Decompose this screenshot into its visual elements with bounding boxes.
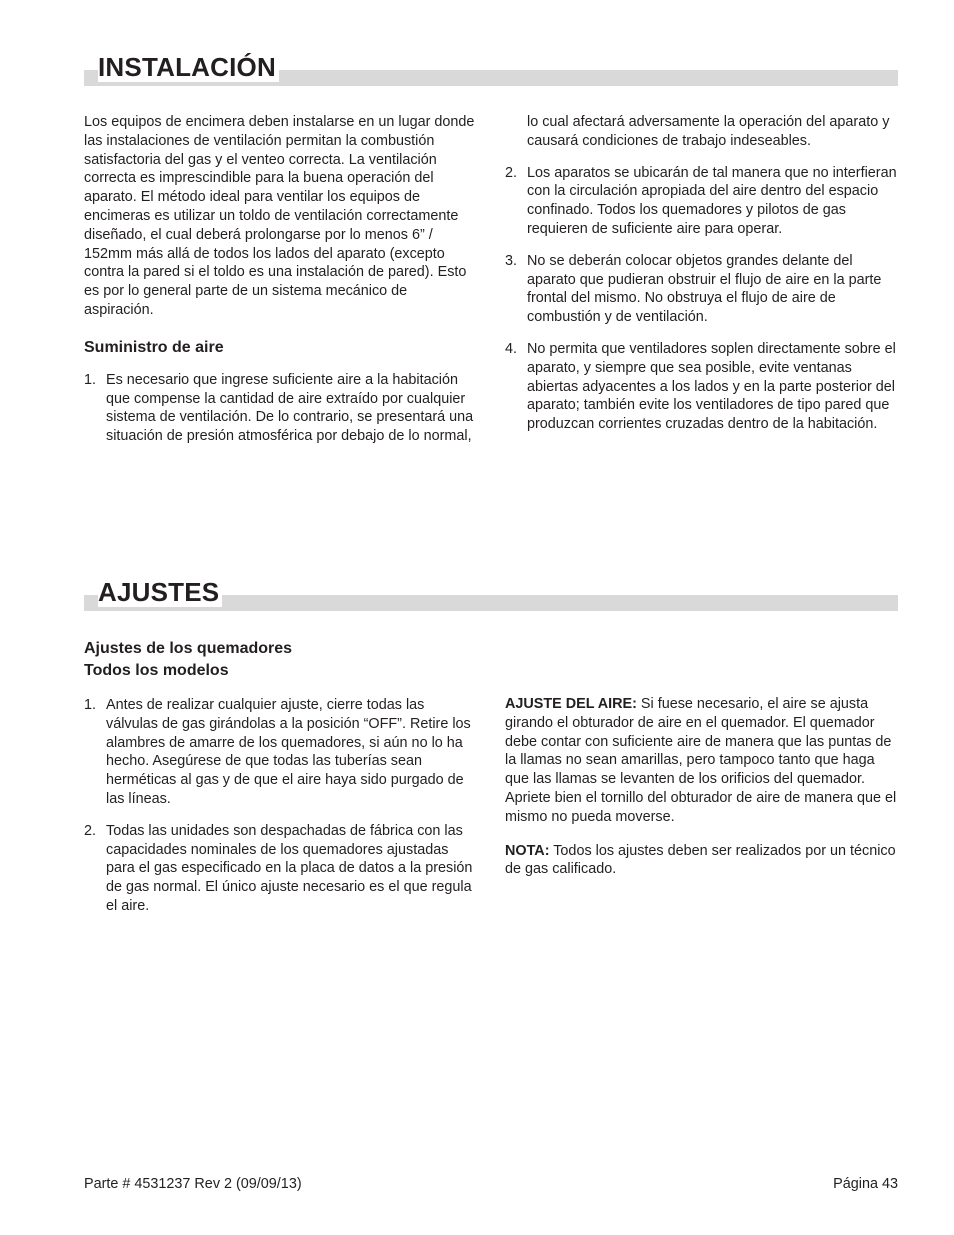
list-item [505, 164, 899, 239]
list-number: 3. [505, 252, 518, 269]
list-number: 2. [505, 164, 518, 181]
section-title-ajustes: AJUSTES [98, 577, 222, 607]
air-adjust-text: Si fuese necesario, el aire se ajusta girando el obturador de aire en el quemador. El quemador debe contar con suficiente aire de manera que las puntas de la llamas no sean amarillas, pero tampoco tanto que haga que las llamas se levanten de los orificios del quemador. Apriete bien el tornillo del obturador de aire de manera que el mismo no pueda moverse. [505, 696, 897, 825]
instalacion-intro: Los equipos de encimera deben instalarse en un lugar donde las instalaciones de ventilación permitan la combustión satisfactoria del gas y el venteo correcta. La ventilación correcta es imprescindible para la buena operación del aparato. El método ideal para ventilar los equipos de encimeras es utilizar un toldo de ventilación correctamente diseñado, el cual deberá prolongarse por lo menos 6” / 152mm más allá de todos los lados del aparato (excepto contra la pared si el toldo es una instalación de pared). Esto es por lo general parte de un sistema mecánico de aspiración. [84, 114, 475, 318]
list-item [84, 822, 480, 916]
note-paragraph [505, 842, 899, 880]
list-item-continuation: lo cual afectará adversamente la operación del aparato y causará condiciones de trabajo indeseables. [527, 114, 890, 149]
footer-page-number: Página 43 [833, 1176, 898, 1192]
instalacion-right-column [505, 113, 899, 447]
list-number: 1. [84, 697, 97, 713]
ajustes-left-column [84, 638, 480, 929]
list-item [505, 252, 899, 327]
list-item [505, 340, 899, 434]
instalacion-right-list [505, 164, 899, 434]
list-item-text: Es necesario que ingrese suficiente aire a la habitación que compense la cantidad de aire extraído por cualquier sistema de ventilación. De lo contrario, se presentará una situación de presión atmosférica por debajo de lo normal, [106, 371, 474, 445]
list-item-text: Todas las unidades son despachadas de fábrica con las capacidades nominales de los quemadores ajustadas para el gas especificado en la placa de datos a la presión de gas normal. El único ajuste necesario es el que regula el aire. [106, 822, 473, 914]
note-text: Todos los ajustes deben ser realizados por un técnico de gas calificado. [505, 842, 896, 878]
list-number: 4. [505, 340, 518, 357]
list-item-text: No permita que ventiladores soplen directamente sobre el aparato, y siempre que sea posible, evite ventanas abiertas adyacentes a los lados y en la parte posterior del aparato; también evite los ventiladores de tipo pared que produzcan corrientes cruzadas dentro de la habitación. [527, 340, 896, 433]
subheading-suministro-aire: Suministro de aire [84, 338, 224, 356]
ajustes-right-column [505, 695, 899, 892]
subheading-ajustes-quemadores: Ajustes de los quemadores [84, 640, 293, 657]
subheading-todos-modelos: Todos los modelos [84, 662, 229, 679]
list-item-text: Los aparatos se ubicarán de tal manera que no interfieran con la circulación apropiada del aire dentro del espacio confinado. Todos los quemadores y pilotos de gas requieren de suficiente aire para operar. [527, 164, 897, 237]
footer-part-number: Parte # 4531237 Rev 2 (09/09/13) [84, 1176, 302, 1192]
list-item-text: No se deberán colocar objetos grandes delante del aparato que pudieran obstruir el flujo de aire en la parte frontal del mismo. No obstruya el flujo de aire de combustión y de ventilación. [527, 252, 882, 326]
ajustes-list [84, 696, 480, 916]
list-number: 1. [84, 371, 97, 388]
air-adjust-label: AJUSTE DEL AIRE: [505, 696, 637, 712]
suministro-list [84, 371, 480, 446]
list-item-text: Antes de realizar cualquier ajuste, cierre todas las válvulas de gas girándolas a la posición “OFF”. Retire los alambres de amarre de los quemadores, si aún no lo ha hecho. Asegúrese de que todas las tuberías sean herméticas al gas y de que el aire haya sido purgado de las líneas. [106, 697, 471, 807]
list-number: 2. [84, 822, 97, 839]
section-title-instalacion: INSTALACIÓN [98, 52, 279, 82]
instalacion-left-column [84, 113, 480, 459]
list-item [84, 696, 480, 809]
note-label: NOTA: [505, 842, 550, 859]
air-adjust-paragraph [505, 695, 899, 827]
list-item [84, 371, 480, 446]
